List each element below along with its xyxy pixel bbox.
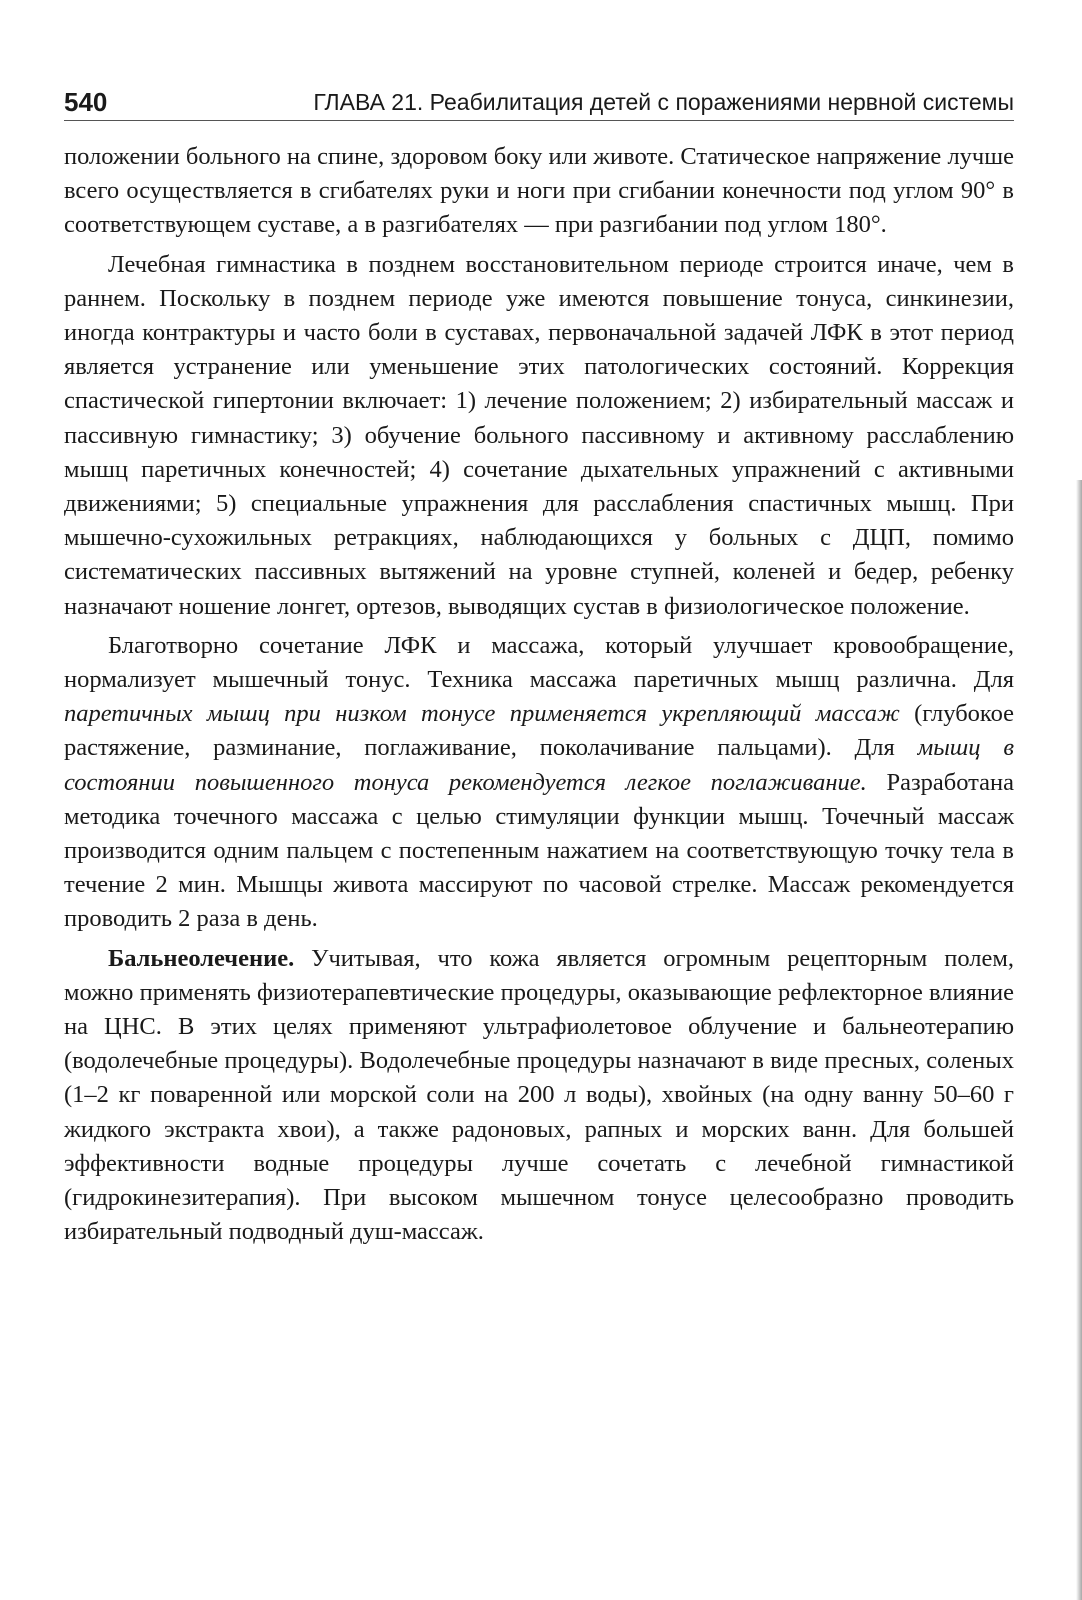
paragraph-balneotherapy (64, 942, 1014, 1250)
paragraph-text: Благотворно сочетание ЛФК и массажа, который улучшает кровообращение, нормализует мышечный тонус. Техника массажа паретичных мышц различна. Для (64, 631, 1014, 694)
paragraph-massage (64, 629, 1014, 937)
paragraph-text: (глубокое растяжение, разминание, поглаживание, поколачивание пальцами). Для (64, 700, 1014, 762)
chapter-title: ГЛАВА 21. Реабилитация детей с поражениями нервной системы (313, 89, 1014, 115)
paragraph-text: положении больного на спине, здоровом боку или животе. Статическое напряжение лучше всего осуществляется в сгибателях руки и ноги при сгибании конечности под углом 90° в соответствующем суставе, а в разгибателях — при разгибании под углом 180°. (64, 143, 1014, 239)
paragraph-text: Разработана методика точечного массажа с целью стимуляции функции мышц. Точечный массаж производится одним пальцем с постепенным нажатием на соответствующую точку тела в течение 2 мин. Мышцы живота массируют по часовой стрелке. Массаж рекомендуется проводить 2 раза в день. (64, 768, 1015, 933)
paragraph-continuation (64, 140, 1014, 243)
paragraph-text: Учитывая, что кожа является огромным рецепторным полем, можно применять физиотерапевтические процедуры, оказывающие рефлекторное влияние на ЦНС. В этих целях применяют ультрафиолетовое облучение и бальнеотерапию (водолечебные процедуры). Водолечебные процедуры назначают в виде пресных, соленых (1–2 кг поваренной или морской соли на 200 л воды), хвойных (на одну ванну 50–60 г жидкого экстракта хвои), а также радоновых, рапных и морских ванн. Для большей эффективности водные процедуры лучше сочетать с лечебной гимнастикой (гидрокинезитерапия). При высоком мышечном тонусе целесообразно проводить избирательный подводный душ-массаж. (64, 944, 1014, 1246)
italic-emphasis: паретичных мышц при низком тонусе применяется укрепляющий массаж (64, 700, 900, 728)
italic-emphasis: мышц в состоянии повышенного тонуса рекомендуется легкое поглаживание. (64, 734, 1015, 796)
paragraph-therapeutic-gymnastics (64, 248, 1014, 624)
paragraph-text: Лечебная гимнастика в позднем восстановительном периоде строится иначе, чем в раннем. Поскольку в позднем периоде уже имеются повышение тонуса, синкинезии, иногда контрактуры и часто боли в суставах, первоначальной задачей ЛФК в этот период является устранение или уменьшение этих патологических состояний. Коррекция спастической гипертонии включает: 1) лечение положением; 2) избирательный массаж и пассивную гимнастику; 3) обучение больного пассивному и активному расслаблению мышц паретичных конечностей; 4) сочетание дыхательных упражнений с активными движениями; 5) специальные упражнения для расслабления спастичных мышц. При мышечно-сухожильных ретракциях, наблюдающихся у больных с ДЦП, помимо систематических пассивных вытяжений на уровне ступней, коленей и бедер, ребенку назначают ношение лонгет, ортезов, выводящих сустав в физиологическое положение. (64, 250, 1014, 620)
body-text (64, 140, 1014, 1255)
running-header (64, 84, 1014, 121)
scan-edge-shadow (1076, 480, 1082, 1600)
page-number: 540 (64, 87, 108, 117)
section-run-in-heading: Бальнеолечение. (108, 944, 295, 972)
